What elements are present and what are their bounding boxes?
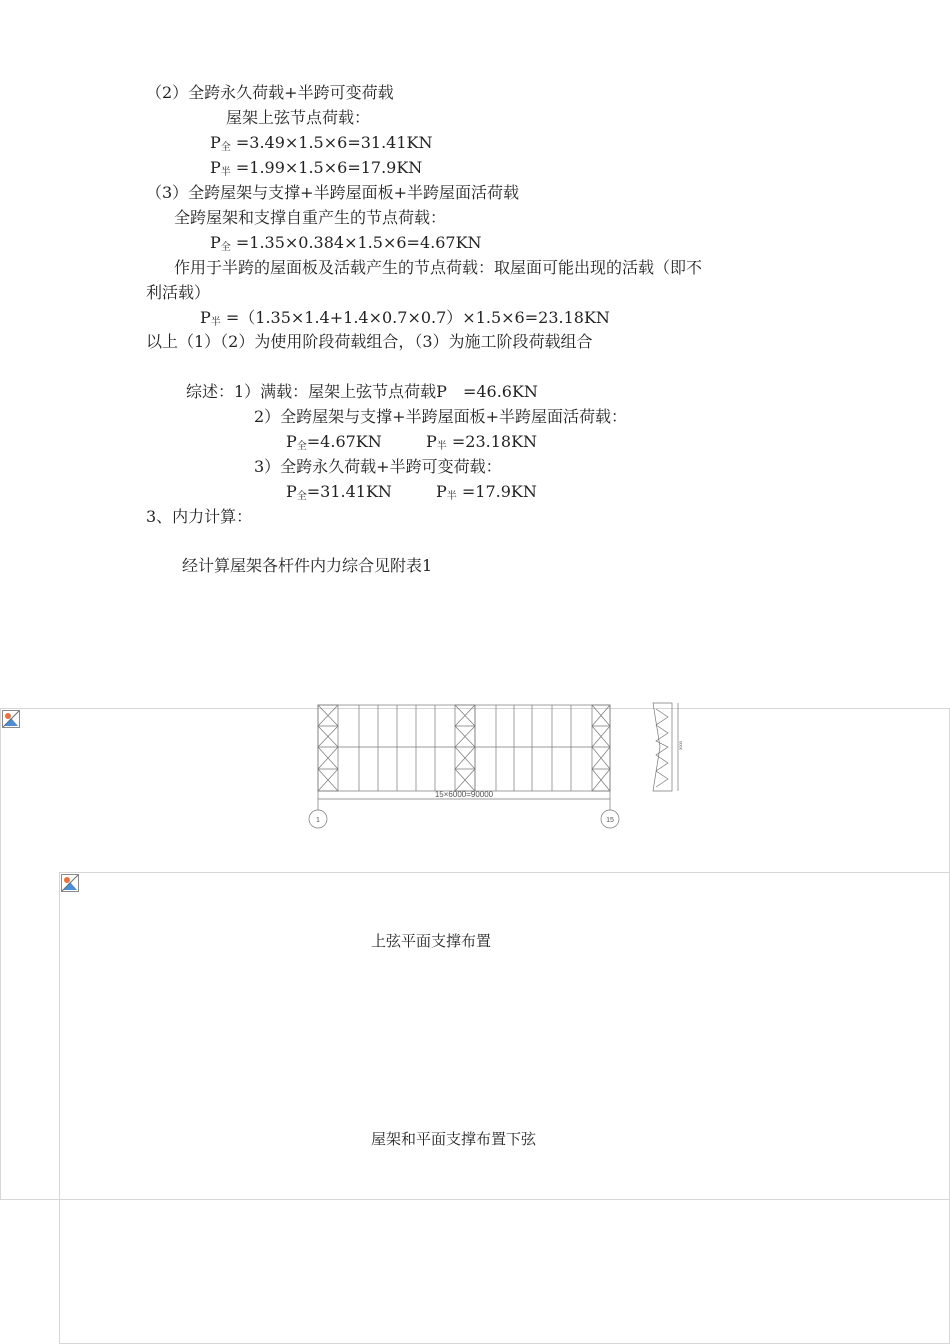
roof-outline [318, 705, 610, 791]
dimension-text: 15×6000=90000 [434, 790, 494, 799]
text-line-7: $P_全 =1.35\times 0.384\times 1.5\times 6=4.67KN$ [210, 233, 482, 253]
text-line-6: 全跨屋架和支撑自重产生的节点荷载： [174, 208, 447, 227]
text-line-12: 综述：1）满载：屋架上弦节点荷载P =46.6KN [186, 382, 538, 401]
text-line-14b: $P_半 =23.18KN$ [426, 432, 538, 452]
text-line-10: $P_半 =(1.35\times 1.4+1.4\times 0.7\times 0.7)\times 1.5\times 6=23.18KN$ [200, 308, 610, 328]
text-line-1: （2）全跨永久荷载+半跨可变荷载 [146, 83, 394, 102]
caption-upper-chord-bracing: 上弦平面支撑布置 [371, 932, 492, 950]
axis-label-1: 1 [316, 817, 320, 824]
text-line-18: 经计算屋架各杆件内力综合见附表1 [182, 556, 433, 575]
text-line-2: 屋架上弦节点荷载： [226, 108, 371, 127]
text-line-8: 作用于半跨的屋面板及活载产生的节点荷载：取屋面可能出现的活载（即不 [174, 258, 703, 277]
bracing-plan-drawing [300, 695, 690, 835]
image-frame-lower [59, 872, 950, 1344]
text-line-9: 利活载） [146, 283, 211, 302]
text-line-4: $P_半 =1.99\times 1.5\times 6=17.9KN$ [210, 158, 423, 178]
text-line-5: （3）全跨屋架与支撑+半跨屋面板+半跨屋面活荷载 [146, 183, 519, 202]
text-line-16b: $P_半 =17.9KN$ [436, 482, 537, 502]
text-line-17: 3、内力计算： [146, 507, 253, 526]
text-line-14a: $P_全=4.67KN$ [286, 432, 382, 452]
side-dimension-text: 3000 [678, 741, 683, 750]
caption-lower-chord-bracing: 屋架和平面支撑布置下弦 [371, 1130, 537, 1148]
text-line-15: 3）全跨永久荷载+半跨可变荷载： [254, 457, 502, 476]
text-line-13: 2）全跨屋架与支撑+半跨屋面板+半跨屋面活荷载： [254, 407, 627, 426]
text-line-3: $P_全 =3.49\times 1.5\times 6=31.41KN$ [210, 133, 433, 153]
broken-image-icon [2, 710, 20, 728]
text-line-11: 以上（1）（2）为使用阶段荷载组合，（3）为施工阶段荷载组合 [146, 332, 593, 351]
text-line-16a: $P_全=31.41KN$ [286, 482, 392, 502]
broken-image-icon [61, 874, 79, 892]
axis-label-15: 15 [606, 817, 614, 824]
